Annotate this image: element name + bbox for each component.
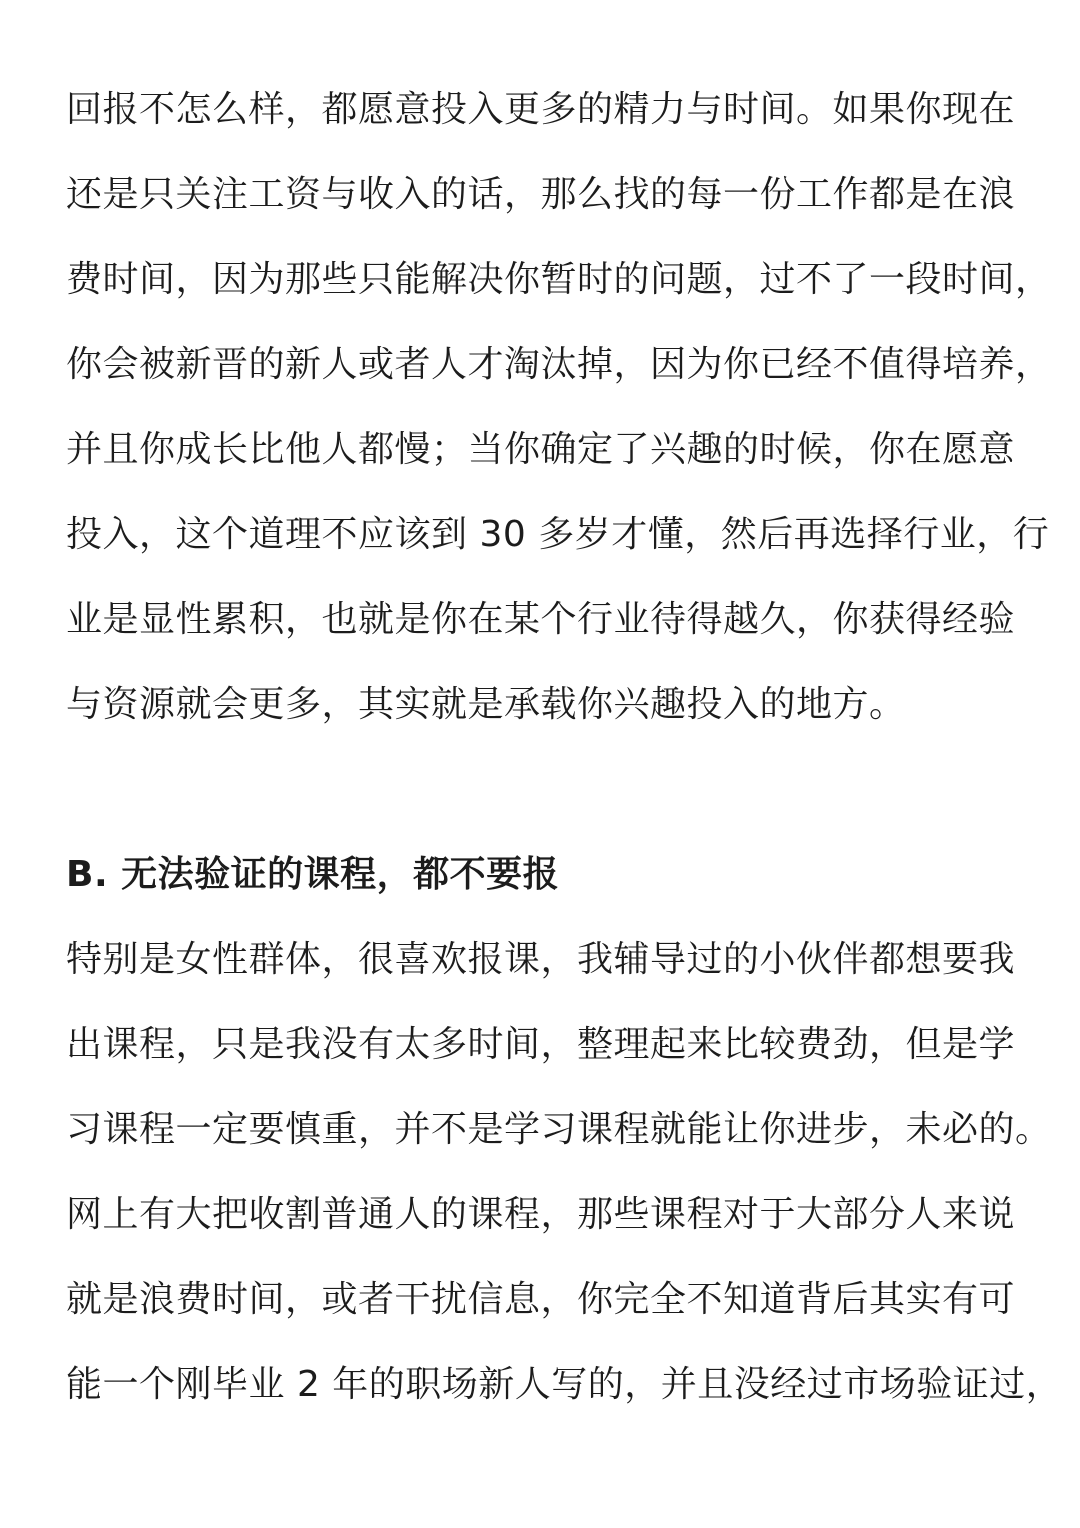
section-b-heading: B. 无法验证的课程，都不要报: [66, 854, 560, 895]
section-b-line-2: 出课程，只是我没有太多时间，整理起来比较费劲，但是学: [66, 1024, 1016, 1065]
paragraph-1-line-7: 业是显性累积，也就是你在某个行业待得越久，你获得经验: [66, 599, 1016, 640]
section-b-line-1: 特别是女性群体，很喜欢报课，我辅导过的小伙伴都想要我: [66, 939, 1016, 980]
paragraph-1-line-2: 还是只关注工资与收入的话，那么找的每一份工作都是在浪: [66, 174, 1016, 215]
paragraph-1-line-3: 费时间，因为那些只能解决你暂时的问题，过不了一段时间，: [66, 259, 1052, 300]
section-b-line-6: 能一个刚毕业 2 年的职场新人写的，并且没经过市场验证过，: [66, 1364, 1063, 1405]
paragraph-1-line-6: 投入，这个道理不应该到 30 多岁才懂，然后再选择行业，行: [66, 514, 1050, 555]
section-b-line-3: 习课程一定要慎重，并不是学习课程就能让你进步，未必的。: [66, 1109, 1052, 1150]
section-b-line-4: 网上有大把收割普通人的课程，那些课程对于大部分人来说: [66, 1194, 1016, 1235]
section-b-line-5: 就是浪费时间，或者干扰信息，你完全不知道背后其实有可: [66, 1279, 1016, 1320]
paragraph-1-line-4: 你会被新晋的新人或者人才淘汰掉，因为你已经不值得培养，: [66, 344, 1052, 385]
paragraph-1-line-1: 回报不怎么样，都愿意投入更多的精力与时间。如果你现在: [66, 89, 1016, 130]
paragraph-1-line-5: 并且你成长比他人都慢；当你确定了兴趣的时候，你在愿意: [66, 429, 1016, 470]
paragraph-1-line-8: 与资源就会更多，其实就是承载你兴趣投入的地方。: [66, 684, 906, 725]
